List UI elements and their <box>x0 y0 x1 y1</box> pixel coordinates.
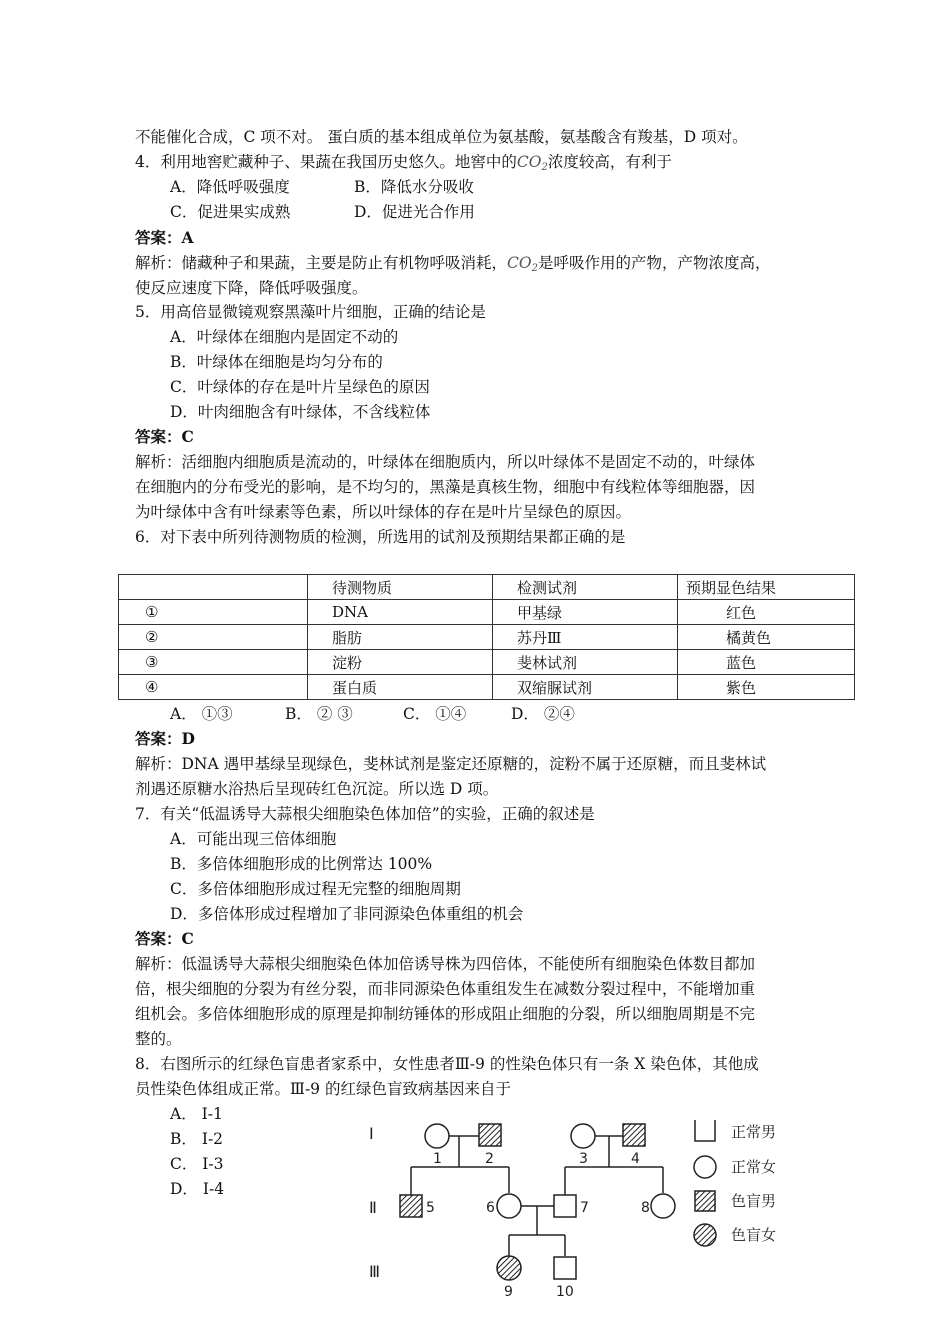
q6-answer: 答案：D <box>135 729 195 748</box>
table-cell: 甲基绿 <box>493 600 678 625</box>
q7-option-b: B．多倍体细胞形成的比例常达 100% <box>170 855 433 873</box>
q8-option-a: A． Ⅰ-1 <box>170 1105 223 1123</box>
q6-option-c: C． ①④ <box>403 705 467 723</box>
q5-option-a: A．叶绿体在细胞内是固定不动的 <box>170 328 399 346</box>
q4-explanation-2: 使反应速度下降，降低呼吸强度。 <box>135 279 368 297</box>
q7-option-d: D．多倍体形成过程增加了非同源染色体重组的机会 <box>170 905 524 923</box>
q7-option-a: A．可能出现三倍体细胞 <box>170 830 337 848</box>
individual-7 <box>554 1195 576 1217</box>
table-cell: 淀粉 <box>308 650 493 675</box>
question-7: 7．有关“低温诱导大蒜根尖细胞染色体加倍”的实验，正确的叙述是 <box>135 805 595 823</box>
individual-5 <box>400 1195 422 1217</box>
generation-label-i: Ⅰ <box>369 1124 374 1143</box>
individual-6 <box>497 1194 521 1218</box>
table-row <box>119 675 855 700</box>
number-6: 6 <box>486 1200 495 1216</box>
number-8: 8 <box>641 1200 650 1216</box>
q5-option-c: C．叶绿体的存在是叶片呈绿色的原因 <box>170 378 430 396</box>
q6-option-b: B． ② ③ <box>285 705 353 723</box>
individual-1 <box>425 1124 449 1148</box>
number-9: 9 <box>504 1284 513 1300</box>
q7-option-c: C．多倍体细胞形成过程无完整的细胞周期 <box>170 880 461 898</box>
table-header-cell: 检测试剂 <box>493 575 678 600</box>
reagent-table <box>118 574 855 700</box>
legend-colorblind-male: 色盲男 <box>731 1192 777 1210</box>
table-cell: 双缩脲试剂 <box>493 675 678 700</box>
q6-explanation-1: 解析：DNA 遇甲基绿呈现绿色，斐林试剂是鉴定还原糖的，淀粉不属于还原糖，而且斐林试 <box>135 755 767 773</box>
number-7: 7 <box>580 1200 589 1216</box>
q4-answer: 答案：A <box>135 228 194 247</box>
q6-explanation-2: 剂遇还原糖水浴热后呈现砖红色沉淀。所以选 D 项。 <box>135 780 499 798</box>
q4-option-a: A．降低呼吸强度 <box>170 178 290 196</box>
q7-explanation-1: 解析：低温诱导大蒜根尖细胞染色体加倍诱导株为四倍体，不能使所有细胞染色体数目都加 <box>135 955 756 973</box>
table-row <box>119 650 855 675</box>
legend-colorblind-female-symbol <box>694 1224 716 1246</box>
number-1: 1 <box>433 1151 442 1167</box>
legend-normal-female: 正常女 <box>731 1158 777 1176</box>
q6-options <box>170 704 575 724</box>
q5-explanation-3: 为叶绿体中含有叶绿素等色素，所以叶绿体的存在是叶片呈绿色的原因。 <box>135 503 632 521</box>
table-row <box>119 600 855 625</box>
table-cell: ① <box>119 600 308 625</box>
q7-explanation-2: 倍，根尖细胞的分裂为有丝分裂，而非同源染色体重组发生在减数分裂过程中，不能增加重 <box>135 980 756 998</box>
pedigree-diagram <box>355 1105 835 1300</box>
legend-normal-female-symbol <box>694 1156 716 1178</box>
question-8-line-1: 8．右图所示的红绿色盲患者家系中，女性患者Ⅲ-9 的性染色体只有一条 X 染色体，其他成 <box>135 1055 759 1073</box>
q4-option-b: B．降低水分吸收 <box>354 178 474 196</box>
number-10: 10 <box>556 1284 574 1300</box>
number-5: 5 <box>426 1200 435 1216</box>
individual-4 <box>623 1124 645 1146</box>
q5-explanation-1: 解析：活细胞内细胞质是流动的，叶绿体在细胞质内，所以叶绿体不是固定不动的，叶绿体 <box>135 453 756 471</box>
generation-label-ii: Ⅱ <box>369 1198 377 1217</box>
number-3: 3 <box>579 1151 588 1167</box>
individual-2 <box>479 1124 501 1146</box>
q8-option-d: D． Ⅰ-4 <box>170 1180 225 1198</box>
table-header-row <box>119 575 855 600</box>
q6-option-d: D． ②④ <box>511 705 575 723</box>
table-cell: 斐林试剂 <box>493 650 678 675</box>
q4-option-c: C．促进果实成熟 <box>170 203 291 221</box>
q5-answer: 答案：C <box>135 427 194 446</box>
table-row <box>119 625 855 650</box>
generation-label-iii: Ⅲ <box>369 1262 381 1281</box>
individual-3 <box>571 1124 595 1148</box>
individual-9 <box>497 1256 521 1280</box>
q8-option-c: C． Ⅰ-3 <box>170 1155 224 1173</box>
legend-normal-male: 正常男 <box>731 1123 777 1141</box>
legend-colorblind-male-symbol <box>695 1191 715 1211</box>
table-cell: DNA <box>308 600 493 625</box>
table-cell: 脂肪 <box>308 625 493 650</box>
q8-option-b: B． Ⅰ-2 <box>170 1130 224 1148</box>
q5-explanation-2: 在细胞内的分布受光的影响，是不均匀的，黑藻是真核生物，细胞中有线粒体等细胞器，因 <box>135 478 756 496</box>
individual-8 <box>651 1194 675 1218</box>
q7-answer: 答案：C <box>135 929 194 948</box>
table-cell: 紫色 <box>678 675 855 700</box>
q7-explanation-4: 整的。 <box>135 1030 182 1048</box>
table-cell: 红色 <box>678 600 855 625</box>
individual-10 <box>554 1257 576 1279</box>
number-2: 2 <box>485 1151 494 1167</box>
question-8-line-2: 员性染色体组成正常。Ⅲ-9 的红绿色盲致病基因来自于 <box>135 1080 511 1098</box>
q4-stem: 4．利用地窖贮藏种子、果蔬在我国历史悠久。地窖中的 <box>135 153 517 171</box>
table-cell: 蛋白质 <box>308 675 493 700</box>
legend-colorblind-female: 色盲女 <box>731 1226 777 1244</box>
q7-explanation-3: 组机会。多倍体细胞形成的原理是抑制纺锤体的形成阻止细胞的分裂，所以细胞周期是不完 <box>135 1005 756 1023</box>
question-4 <box>135 152 672 178</box>
table-header-cell: 预期显色结果 <box>678 575 855 600</box>
q5-option-d: D．叶肉细胞含有叶绿体，不含线粒体 <box>170 403 431 421</box>
question-6: 6．对下表中所列待测物质的检测，所选用的试剂及预期结果都正确的是 <box>135 528 626 546</box>
co2-formula: $CO_2$ <box>516 153 548 173</box>
table-cell: 苏丹Ⅲ <box>493 625 678 650</box>
q4-stem-tail: 浓度较高，有利于 <box>547 153 672 171</box>
legend-normal-male-symbol <box>695 1120 715 1141</box>
q5-option-b: B．叶绿体在细胞是均匀分布的 <box>170 353 383 371</box>
q4-explanation-1: 解析：储藏种子和果蔬，主要是防止有机物呼吸消耗，$CO_2$是呼吸作用的产物，产物浓度高， <box>135 254 771 274</box>
table-cell: 蓝色 <box>678 650 855 675</box>
table-cell <box>119 575 308 600</box>
q-line-0: 不能催化合成，C 项不对。 蛋白质的基本组成单位为氨基酸，氨基酸含有羧基，D 项对。 <box>135 128 748 146</box>
number-4: 4 <box>631 1151 640 1167</box>
q4-option-d: D．促进光合作用 <box>354 203 475 221</box>
table-cell: ② <box>119 625 308 650</box>
question-5: 5．用高倍显微镜观察黑藻叶片细胞，正确的结论是 <box>135 303 486 321</box>
table-header-cell: 待测物质 <box>308 575 493 600</box>
table-cell: 橘黄色 <box>678 625 855 650</box>
table-cell: ③ <box>119 650 308 675</box>
table-cell: ④ <box>119 675 308 700</box>
q6-option-a: A． ①③ <box>170 705 233 723</box>
